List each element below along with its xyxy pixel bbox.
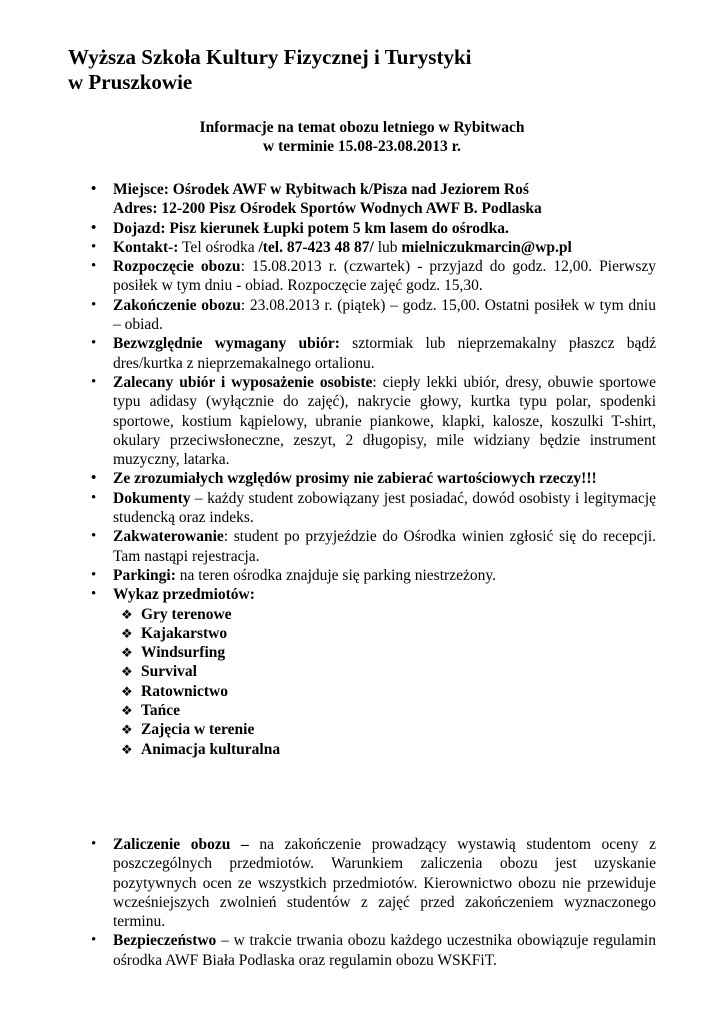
- diamond-bullet-icon: ❖: [121, 741, 133, 757]
- wyposazenie-text: : ciepły lekki ubiór, dresy, obuwie sportowe typu adidasy (wyłącznie do zajęć), nakrycie głowy, kurtka typu polar, spodenki sportowe, kostium kąpielowy, ubranie piankowe, klapki, kalosze, koszulki T-shirt, okulary przeciwsłoneczne, zeszyt, 2 długopisy, mile widziany będzie instrument muzyczny, latarka.: [113, 373, 656, 469]
- zakonczenie-label: Zakończenie obozu: [113, 296, 241, 314]
- institution-header: [68, 45, 471, 95]
- list-item-zakonczenie: [113, 296, 656, 335]
- list-item-miejsce: [113, 180, 656, 219]
- ubior-label: Bezwzględnie wymagany ubiór:: [113, 335, 340, 353]
- kontakt-or: lub: [373, 238, 402, 256]
- subject-item: ❖ Survival: [121, 663, 197, 681]
- diamond-bullet-icon: ❖: [121, 722, 133, 738]
- list-item-wartosciowe: [113, 469, 656, 488]
- rozpoczecie-text: : 15.08.2013 r. (czwartek) - przyjazd do godz. 12,00. Pierwszy posiłek w tym dniu - obiad. Rozpoczęcie zajęć godz. 15,30.: [113, 258, 656, 295]
- subject-item: ❖ Tańce: [121, 702, 181, 720]
- kontakt-email: mielniczukmarcin@wp.pl: [401, 238, 572, 256]
- list-item-bezpieczenstwo: [113, 931, 656, 970]
- dojazd-text: Dojazd: Pisz kierunek Łupki potem 5 km lasem do ośrodka.: [113, 219, 509, 237]
- info-list-continued: [113, 835, 656, 970]
- info-list: [113, 180, 656, 759]
- wyposazenie-label: Zalecany ubiór i wyposażenie osobiste: [113, 373, 373, 391]
- list-item-zaliczenie: [113, 835, 656, 931]
- title-line-2: w terminie 15.08-23.08.2013 r.: [263, 138, 461, 155]
- diamond-bullet-icon: ❖: [121, 703, 133, 719]
- subject-item: ❖ Kajakarstwo: [121, 624, 228, 642]
- list-item-dokumenty: [113, 489, 656, 528]
- zakwaterowanie-label: Zakwaterowanie: [113, 528, 224, 546]
- dokumenty-text: – każdy student zobowiązany jest posiadać, dowód osobisty i legitymację studencką oraz indeks.: [113, 489, 656, 527]
- subjects-list: [113, 605, 656, 759]
- list-item-ubior: [113, 334, 656, 373]
- bezpieczenstwo-text: – w trakcie trwania obozu każdego uczestnika obowiązuje regulamin ośrodka AWF Biała Podlaska oraz regulamin obozu WSKFiT.: [113, 932, 656, 969]
- diamond-bullet-icon: ❖: [121, 625, 133, 641]
- list-item-zakwaterowanie: [113, 527, 656, 566]
- bezpieczenstwo-label: Bezpieczeństwo: [113, 932, 217, 950]
- rozpoczecie-label: Rozpoczęcie obozu: [113, 258, 241, 276]
- subject-item: ❖ Zajęcia w terenie: [121, 721, 255, 739]
- dokumenty-label: Dokumenty: [113, 489, 191, 507]
- list-item-parkingi: [113, 566, 656, 585]
- parkingi-text: na teren ośrodka znajduje się parking niestrzeżony.: [175, 566, 496, 584]
- list-item-przedmioty: [113, 585, 656, 759]
- subject-item: ❖ Gry terenowe: [121, 605, 232, 623]
- diamond-bullet-icon: ❖: [121, 606, 133, 622]
- ubior-text: sztormiak lub nieprzemakalny płaszcz bądź dres/kurtka z nieprzemakalnego ortalionu.: [113, 335, 656, 372]
- diamond-bullet-icon: ❖: [121, 683, 133, 699]
- kontakt-text: Tel ośrodka: [178, 238, 259, 256]
- subject-item: ❖ Animacja kulturalna: [121, 740, 281, 758]
- kontakt-label: Kontakt-:: [113, 238, 179, 256]
- subject-item: ❖ Ratownictwo: [121, 682, 228, 700]
- zakwaterowanie-text: : student po przyjeździe do Ośrodka winien zgłosić się do recepcji. Tam nastąpi rejestracja.: [113, 528, 656, 565]
- list-item-wyposazenie: [113, 373, 656, 469]
- parkingi-label: Parkingi:: [113, 566, 176, 584]
- institution-name: Wyższa Szkoła Kultury Fizycznej i Turystyki: [68, 45, 472, 69]
- zakonczenie-text: : 23.08.2013 r. (piątek) – godz. 15,00. Ostatni posiłek w tym dniu – obiad.: [113, 296, 656, 334]
- list-item-dojazd: [113, 219, 656, 238]
- title-line-1: Informacje na temat obozu letniego w Rybitwach: [199, 119, 525, 136]
- diamond-bullet-icon: ❖: [121, 645, 133, 661]
- zaliczenie-label: Zaliczenie obozu –: [113, 836, 249, 853]
- subject-item: ❖ Windsurfing: [121, 644, 226, 662]
- list-item-rozpoczecie: [113, 257, 656, 296]
- list-item-kontakt: [113, 238, 656, 257]
- zaliczenie-text: na zakończenie prowadzący wystawią studentom oceny z poszczególnych przedmiotów. Warunkiem zaliczenia obozu jest uzyskanie pozytywnych ocen ze wszystkich przedmiotów. Kierownictwo obozu nie przewiduje wcześniejszych zwolnień studentów z zajęć przed zakończeniem wyznaczonego terminu.: [113, 836, 656, 931]
- institution-city: w Pruszkowie: [68, 70, 193, 94]
- document-title: [0, 118, 724, 156]
- kontakt-phone: /tel. 87-423 48 87/: [258, 238, 374, 256]
- diamond-bullet-icon: ❖: [121, 664, 133, 680]
- wartosciowe-text: Ze zrozumiałych względów prosimy nie zabierać wartościowych rzeczy!!!: [113, 470, 597, 488]
- adres-text: Adres: 12-200 Pisz Ośrodek Sportów Wodnych AWF B. Podlaska: [113, 200, 542, 218]
- przedmioty-label: Wykaz przedmiotów:: [113, 586, 255, 604]
- miejsce-text: • Miejsce: Ośrodek AWF w Rybitwach k/Pisza nad Jeziorem Roś: [113, 181, 529, 198]
